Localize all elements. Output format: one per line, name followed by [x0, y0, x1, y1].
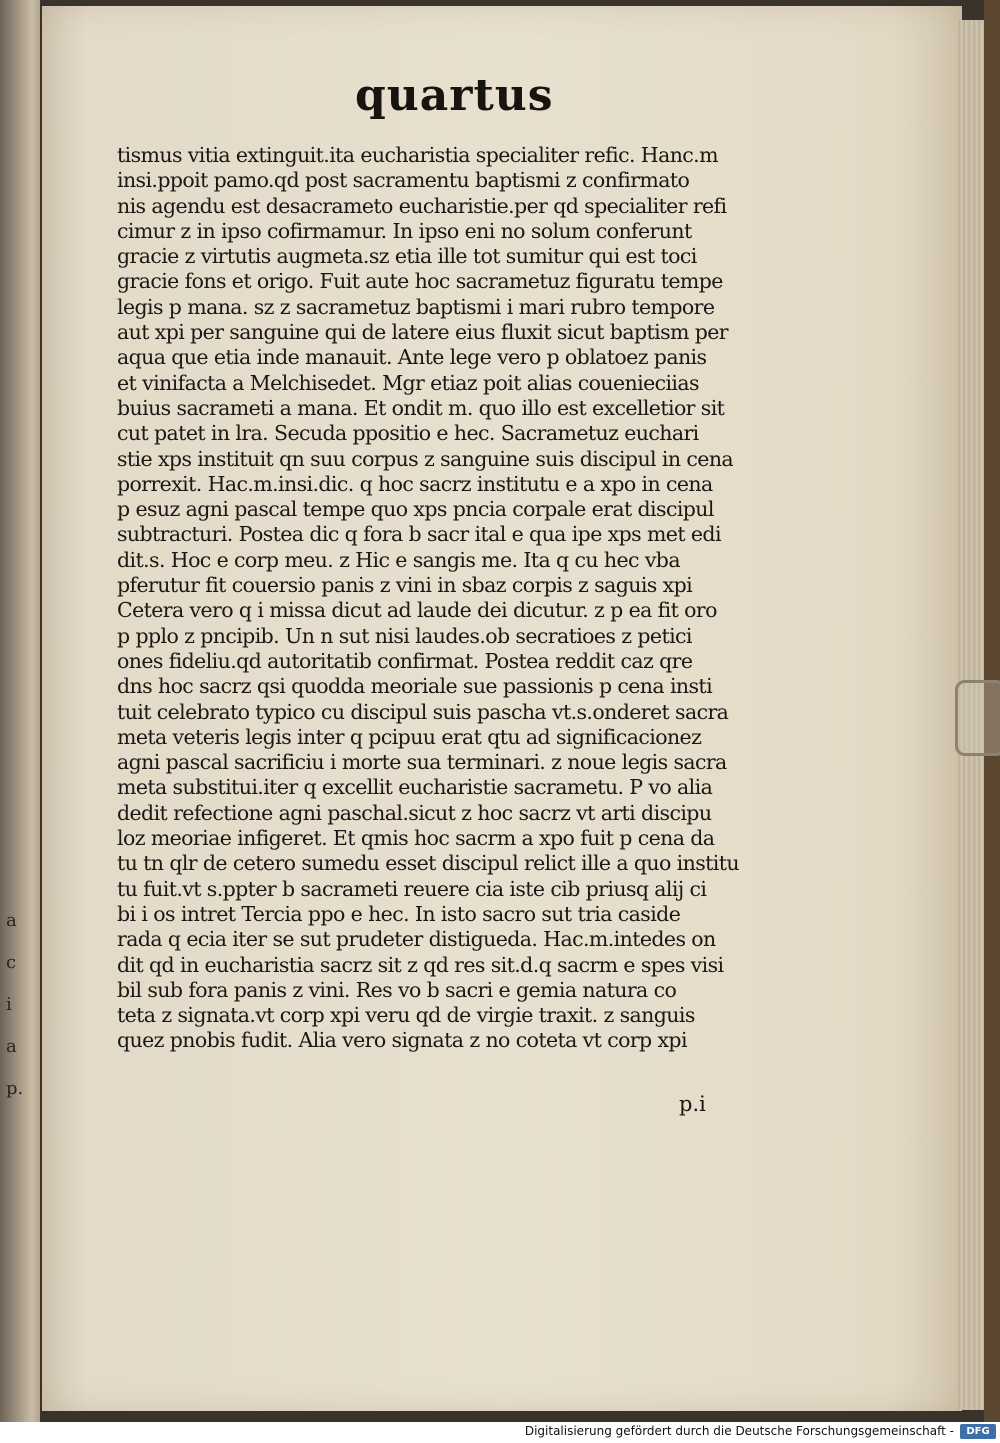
text-line: agni pascal sacrificiu i morte sua terminari. z noue legis sacra [117, 750, 727, 775]
text-line: bi i os intret Tercia ppo e hec. In isto sacro sut tria caside [117, 901, 681, 926]
left-page-fragments [6, 900, 36, 1110]
text-line: nis agendu est desacrameto eucharistie.per qd specialiter refi [117, 193, 727, 218]
text-line: legis p mana. sz z sacrametuz baptismi i mari rubro tempore [117, 294, 715, 319]
left-fragment: a [6, 1036, 17, 1057]
text-line: ones fideliu.qd autoritatib confirmat. Postea reddit caz qre [117, 648, 693, 673]
text-line: porrexit. Hac.m.insi.dic. q hoc sacrz institutu e a xpo in cena [117, 471, 713, 496]
text-line: et vinifacta a Melchisedet. Mgr etiaz poit alias couenieciias [117, 370, 699, 395]
text-line: buius sacrameti a mana. Et ondit m. quo illo est excelletior sit [117, 395, 725, 420]
text-line: stie xps instituit qn suu corpus z sanguine suis discipul in cena [117, 446, 734, 471]
left-page-edge [0, 0, 40, 1422]
text-line: p esuz agni pascal tempe quo xps pncia corpale erat discipul [117, 497, 714, 522]
left-fragment: i [6, 994, 12, 1015]
footer-bar [0, 1422, 1000, 1443]
text-line: p pplo z pncipib. Un n sut nisi laudes.ob secratioes z petici [117, 623, 692, 648]
text-line: teta z signata.vt corp xpi veru qd de virgie traxit. z sanguis [117, 1003, 695, 1028]
text-line: tu fuit.vt s.ppter b sacrameti reuere cia iste cib priusq alij ci [117, 876, 707, 901]
text-line: meta substitui.iter q excellit eucharistie sacrametu. P vo alia [117, 775, 713, 800]
text-line: gracie fons et origo. Fuit aute hoc sacrametuz figuratu tempe [117, 269, 723, 294]
text-line: rada q ecia iter se sut prudeter distigueda. Hac.m.intedes on [117, 927, 716, 952]
running-header: quartus [355, 70, 554, 121]
text-line: dedit refectione agni paschal.sicut z hoc sacrz vt arti discipu [117, 800, 712, 825]
text-line: quez pnobis fudit. Alia vero signata z no coteta vt corp xpi [117, 1028, 687, 1053]
funding-credit: Digitalisierung gefördert durch die Deutsche Forschungsgemeinschaft - [524, 1424, 954, 1438]
left-fragment: p. [6, 1078, 24, 1099]
text-line: aqua que etia inde manauit. Ante lege vero p oblatoez panis [117, 345, 707, 370]
text-line: Cetera vero q i missa dicut ad laude dei dicutur. z p ea fit oro [117, 598, 717, 623]
page-clip [955, 680, 1000, 756]
text-line: insi.ppoit pamo.qd post sacramentu baptismi z confirmato [117, 168, 690, 193]
text-line: aut xpi per sanguine qui de latere eius fluxit sicut baptism per [117, 320, 729, 345]
text-line: dit qd in eucharistia sacrz sit z qd res sit.d.q sacrm e spes visi [117, 952, 724, 977]
text-line: tismus vitia extinguit.ita eucharistia specialiter refic. Hanc.m [117, 143, 718, 167]
text-line: tuit celebrato typico cu discipul suis pascha vt.s.onderet sacra [117, 699, 729, 724]
dfg-logo-icon: DFG [960, 1424, 996, 1439]
text-line: pferutur fit couersio panis z vini in sbaz corpis z saguis xpi [117, 573, 693, 598]
text-line: cut patet in lra. Secuda ppositio e hec. Sacrametuz euchari [117, 421, 699, 446]
text-line: meta veteris legis inter q pcipuu erat qtu ad significacionez [117, 724, 702, 749]
text-line: tu tn qlr de cetero sumedu esset discipul relict ille a quo institu [117, 851, 739, 876]
text-line: bil sub fora panis z vini. Res vo b sacri e gemia natura co [117, 977, 677, 1002]
left-fragment: c [6, 952, 17, 973]
text-line: dns hoc sacrz qsi quodda meoriale sue passionis p cena insti [117, 674, 713, 699]
signature-mark: p.i [679, 1092, 706, 1116]
body-text [117, 143, 777, 1054]
text-line: dit.s. Hoc e corp meu. z Hic e sangis me. Ita q cu hec vba [117, 547, 680, 572]
left-fragment: a [6, 910, 17, 931]
text-line: loz meoriae infigeret. Et qmis hoc sacrm a xpo fuit p cena da [117, 826, 715, 851]
text-line: cimur z in ipso cofirmamur. In ipso eni no solum conferunt [117, 218, 692, 243]
text-line: subtracturi. Postea dic q fora b sacr ital e qua ipe xps met edi [117, 522, 721, 547]
text-line: gracie z virtutis augmeta.sz etia ille tot sumitur qui est toci [117, 244, 697, 269]
